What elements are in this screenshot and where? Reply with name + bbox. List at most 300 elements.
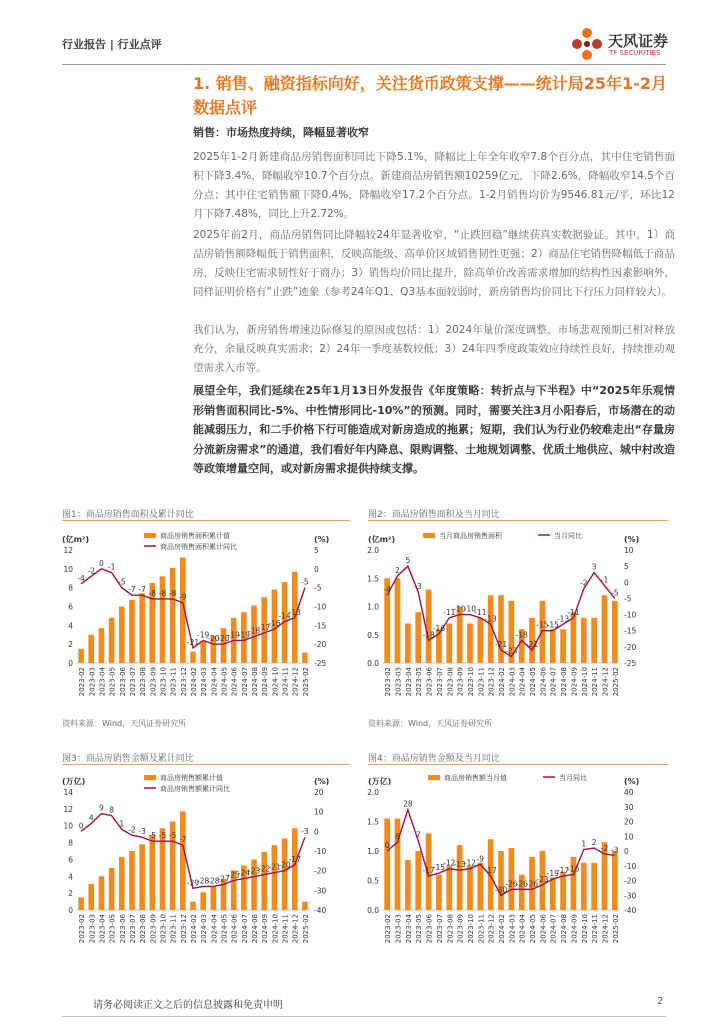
data-label: -2 [87,566,96,576]
bar [395,578,401,663]
x-tick-label: 2024-08 [560,667,569,697]
right-tick-label: 5 [314,546,319,555]
data-label: -13 [453,860,466,870]
x-tick-label: 2023-06 [118,914,127,944]
bar [467,623,473,663]
bar [612,601,618,663]
x-tick-label: 2024-07 [549,914,558,944]
x-tick-label: 2023-12 [179,667,188,697]
bar [170,568,176,663]
bar [282,838,288,910]
data-label: -3 [611,845,619,855]
right-axis-unit: (%) [314,777,330,786]
x-tick-label: 2024-12 [601,667,610,697]
data-label: -17 [288,854,301,864]
paragraph-4: 展望全年，我们延续在25年1月13日外发报告《年度策略：转折点与下半程》中“2025年乐观情形销售面积同比-5%、中性情形同比-10%”的预测。同时，需要关注3月小阳春后，市场潜在的动能减弱压力，和二手价格下行可能造成对新房造成的拖累；短期，我们认为行业仍较难走出“存量房分流新房需求”的通道，我们看好年内降息、限购调整、土地规划调整、优质土地供应、城中村改造等政策增量空间，或对新房需求提供持续支撑。 [193,384,675,475]
bar [591,618,597,663]
left-tick-label: 10 [63,564,73,574]
right-tick-label: -30 [624,891,637,901]
x-tick-label: 2024-05 [220,667,229,697]
x-tick-label: 2024-12 [291,667,300,697]
left-axis-unit: (亿m²) [368,535,396,544]
bar [560,872,566,910]
data-label: 4 [88,813,94,823]
footer-disclaimer: 请务必阅读正文之后的信息披露和免责申明 [93,1000,283,1011]
x-tick-label: 2023-04 [98,667,107,697]
data-label: 6 [395,832,400,842]
left-tick-label: 1.0 [367,602,379,612]
legend-bar-label: 商品房销售面积累计值 [160,532,230,540]
data-label: -19 [227,630,240,640]
x-tick-label: 2024-07 [240,667,249,697]
data-label: -14 [278,611,291,621]
data-label: -2 [600,843,609,853]
data-label: -10 [463,604,477,614]
x-tick-label: 2023-02 [78,914,87,944]
x-tick-label: 2024-04 [210,914,219,944]
left-tick-label: 1.0 [367,847,379,856]
data-label: -17 [258,622,271,632]
legend-bar-swatch [423,533,435,538]
x-tick-label: 2024-09 [261,667,270,697]
x-tick-label: 2024-04 [210,667,219,697]
bar [477,618,483,663]
bar [150,835,156,910]
section-title: 1. 销售、融资指标向好，关注货币政策支撑——统计局25年1-2月数据点评 [193,74,667,117]
data-label: -3 [301,827,309,837]
figure-4-rule [368,764,668,765]
right-tick-label: 0 [624,578,629,588]
data-label: -12 [443,858,456,868]
figure-4-title: 图4：商品房销售金额及当月同比 [368,754,500,764]
x-tick-label: 2024-06 [230,667,239,697]
left-tick-label: 2.0 [367,788,379,797]
x-tick-label: 2023-11 [169,914,178,944]
x-tick-label: 2025-02 [301,667,310,697]
bar [591,863,597,910]
bar [109,868,115,910]
bar [88,884,94,910]
x-tick-label: 2024-09 [570,667,579,697]
data-label: -21 [186,637,200,647]
data-label: -17 [484,866,497,876]
chart-3 [62,770,352,970]
bar [190,902,196,910]
legend-line-label: 商品房销售面积累计同比 [160,543,237,551]
x-tick-label: 2023-12 [487,667,496,697]
series-line [78,814,305,889]
data-label: 2 [591,838,597,848]
x-tick-label: 2024-08 [251,667,260,697]
bar [88,635,94,663]
x-tick-label: 2023-12 [179,914,188,944]
data-label: -4 [77,573,85,583]
data-label: -16 [567,864,580,874]
bar [498,851,504,910]
right-tick-label: 20 [314,788,324,797]
data-label: -8 [168,588,177,598]
x-tick-label: 2023-02 [384,667,393,697]
x-tick-label: 2023-03 [394,914,403,944]
right-tick-label: -10 [314,847,327,856]
bar [477,863,483,910]
data-label: -24 [237,868,250,878]
footer-divider [62,1016,666,1017]
x-tick-label: 2024-11 [281,914,290,944]
x-tick-label: 2024-03 [508,667,517,697]
left-tick-label: 4 [68,872,73,882]
data-label: -10 [453,604,466,614]
data-label: -17 [556,866,570,876]
data-label: -21 [494,640,508,650]
bar [180,811,186,910]
left-tick-label: 12 [63,804,73,814]
x-tick-label: 2024-03 [200,914,209,944]
x-tick-label: 2024-02 [190,914,198,944]
data-label: -18 [422,630,435,640]
x-tick-label: 2023-03 [394,667,403,697]
left-tick-label: 14 [63,788,73,797]
legend-line-label: 当月同比 [559,774,587,782]
x-tick-label: 2023-07 [435,667,444,697]
right-tick-label: -5 [314,583,322,593]
data-label: 3 [591,562,597,572]
left-tick-label: 0.0 [367,659,379,668]
x-tick-label: 2024-03 [200,667,209,697]
bar [384,819,390,910]
x-tick-label: 2023-03 [88,914,97,944]
data-label: 2 [395,565,400,575]
x-tick-label: 2024-06 [539,914,548,944]
data-label: -5 [301,577,309,587]
data-label: -30 [494,885,508,895]
data-label: -1 [600,575,609,585]
data-label: 8 [109,805,114,815]
x-tick-label: 2024-07 [240,914,249,944]
data-label: -5 [118,577,126,587]
x-tick-label: 2023-07 [128,914,137,944]
x-tick-label: 2024-10 [580,667,589,697]
bar [261,852,267,910]
left-tick-label: 10 [63,821,73,831]
data-label: -3 [414,581,422,591]
data-label: -11 [567,607,580,617]
x-tick-label: 2024-07 [549,667,558,697]
x-tick-label: 2023-10 [466,667,475,697]
bar [436,875,442,910]
x-tick-label: 2023-02 [78,667,87,697]
left-axis-unit: (万亿) [62,777,86,786]
data-label: -22 [258,864,271,874]
data-label: -21 [268,862,281,872]
data-label: -18 [515,630,528,640]
right-tick-label: 40 [624,788,634,797]
x-tick-label: 2023-05 [415,914,424,944]
figure-1-rule [62,520,350,521]
right-tick-label: -15 [314,621,327,631]
data-label: -9 [179,592,187,602]
figure-2-source: 资料来源：Wind，天风证券研究所 [368,719,493,728]
bar [109,618,115,663]
x-tick-label: 2024-06 [230,914,239,944]
right-tick-label: 30 [624,802,634,812]
data-label: -21 [525,640,539,650]
data-label: -5 [148,831,157,841]
x-tick-label: 2025-02 [301,914,310,944]
right-tick-label: 5 [624,562,629,572]
right-tick-label: -5 [624,594,632,604]
figure-2-title: 图2：商品房销售面积及当月同比 [368,510,500,520]
data-label: 0 [78,821,84,831]
bar [498,595,504,663]
legend-bar-label: 商品房销售额当月值 [444,774,507,782]
x-tick-label: 2024-10 [271,667,280,697]
bar [302,902,308,910]
x-tick-label: 2023-06 [425,914,434,944]
data-label: -16 [432,623,446,633]
chart-1 [62,528,352,713]
right-tick-label: 10 [624,546,634,555]
x-tick-label: 2024-05 [529,667,538,697]
data-label: 7 [415,830,421,840]
x-tick-label: 2023-05 [108,914,117,944]
x-tick-label: 2024-06 [539,667,548,697]
x-tick-label: 2024-10 [580,914,589,944]
data-label: -13 [288,607,301,617]
right-tick-label: 0 [314,827,319,837]
left-tick-label: 8 [68,583,73,593]
left-tick-label: 0.5 [367,876,379,886]
paragraph-3: 我们认为，新房销售增速边际修复的原因或包括：1）2024年量价深度调整，市场悲观预期已相对释放充分，余量反映真实需求；2）24年一季度基数较低；3）24年四季度政策效应持续性良好，持续推动观望需求入市等。 [193,324,675,374]
data-label: -23 [536,874,549,884]
data-label: -23 [247,866,261,876]
x-tick-label: 2023-10 [159,914,168,944]
brand-logo [568,26,678,66]
bar [99,628,105,663]
x-tick-label: 2023-08 [139,667,148,697]
logo-text: 天风证券 [608,32,669,50]
bar [119,607,125,664]
data-label: 0 [99,558,104,568]
right-tick-label: -25 [624,659,637,668]
right-tick-label: -25 [314,659,327,668]
x-tick-label: 2023-05 [415,667,424,697]
data-label: 28 [403,799,413,809]
x-tick-label: 2023-09 [456,667,465,697]
section-subhead: 销售：市场热度持续，降幅显著收窄 [193,126,369,139]
x-tick-label: 2023-09 [149,914,158,944]
left-tick-label: 0 [68,659,73,668]
right-tick-label: -40 [314,906,327,915]
data-label: -20 [278,860,291,870]
left-tick-label: 6 [68,602,73,612]
bar [190,652,196,663]
bar [581,618,587,663]
left-tick-label: 1.5 [367,817,379,827]
bar [200,892,206,910]
left-tick-label: 2.0 [367,546,379,555]
data-label: -8 [158,588,167,598]
x-tick-label: 2023-08 [139,914,148,944]
bar [612,851,618,910]
data-label: -11 [443,607,456,617]
data-label: -8 [148,588,157,598]
data-label: -13 [556,614,570,624]
legend-bar-label: 当月商品房销售面积 [439,532,502,540]
bar [211,886,217,910]
x-tick-label: 2023-11 [477,667,486,697]
bar [78,897,84,910]
data-label: -15 [536,620,549,630]
data-label: -5 [168,831,177,841]
data-label: -2 [580,578,588,588]
right-tick-label: -20 [624,876,637,886]
data-label: -17 [422,866,435,876]
left-tick-label: 4 [68,621,73,631]
data-label: -7 [128,585,136,595]
x-tick-label: 2025-02 [611,914,620,944]
legend-bar-label: 商品房销售额累计值 [160,774,223,782]
legend-line-label: 当月同比 [554,532,582,540]
paragraph-2: 2025年前2月，商品房销售同比降幅较24年显著收窄，“止跌回稳”继续获真实数据验证。其中，1）商品房销售额降幅低于销售面积，反映高能级、高单价区域销售韧性更强；2）商品住宅销售降幅低于商品房，反映住宅需求韧性好于商办；3）销售均价同比提升，除高单价改善需求增加的结构性因素影响外，同样证明价格有“止跌”迹象（参考24年Q1、Q3基本面较弱时，新房销售均价同比下行压力同样较大）。 [193,229,675,298]
data-label: -26 [505,879,518,889]
bar [550,629,556,663]
data-label: -15 [432,863,446,873]
data-label: -2 [128,825,136,835]
figure-2-rule [368,520,668,521]
right-tick-label: 20 [624,817,634,827]
report-type-label: 行业报告 | 行业点评 [62,38,162,51]
x-tick-label: 2024-09 [261,914,270,944]
left-tick-label: 2 [68,640,73,650]
x-tick-label: 2024-09 [570,914,579,944]
data-label: -3 [138,827,146,837]
data-label: 0 [384,841,390,850]
legend-line-label: 商品房销售额累计同比 [160,785,230,793]
x-tick-label: 2024-12 [601,914,610,944]
bar [78,649,84,663]
header-divider [62,64,666,65]
x-tick-label: 2023-10 [159,667,168,697]
right-axis-unit: (%) [314,535,330,544]
data-label: -19 [237,630,250,640]
data-label: -25 [227,870,240,880]
x-tick-label: 2024-11 [591,667,600,697]
bar [550,878,556,910]
x-tick-label: 2023-02 [384,914,393,944]
x-tick-label: 2023-11 [477,914,486,944]
right-tick-label: 10 [624,832,634,842]
left-tick-label: 12 [63,546,73,555]
data-label: 1 [581,839,587,849]
left-tick-label: 0.5 [367,630,379,640]
bar [99,876,105,910]
x-tick-label: 2023-04 [404,667,413,697]
right-tick-label: 0 [624,847,629,856]
right-tick-label: -20 [314,866,327,876]
bar [119,857,125,910]
bar [139,844,145,910]
x-tick-label: 2023-03 [88,667,97,697]
figure-3-rule [62,764,350,765]
right-tick-label: -10 [624,861,637,871]
left-tick-label: 0 [68,906,73,915]
x-tick-label: 2023-06 [425,667,434,697]
logo-subtext: TF SECURITIES [609,49,661,57]
right-axis-unit: (%) [624,777,640,786]
x-tick-label: 2024-04 [518,667,527,697]
data-label: -16 [268,619,281,629]
legend-bar-swatch [144,533,156,538]
data-label: -26 [525,879,539,889]
x-tick-label: 2024-03 [508,914,517,944]
legend-bar-swatch [428,775,440,780]
data-label: -18 [247,626,261,636]
x-tick-label: 2024-10 [271,914,280,944]
right-tick-label: 10 [314,807,324,817]
figure-3-title: 图3：商品房销售金额及累计同比 [62,754,194,764]
bar [446,866,452,910]
bar [272,845,278,910]
bar [581,863,587,910]
bar [415,612,421,663]
chart-2 [368,528,668,713]
right-tick-label: -10 [314,602,327,612]
x-tick-label: 2023-07 [435,914,444,944]
x-tick-label: 2023-09 [149,667,158,697]
data-label: -5 [158,831,167,841]
x-tick-label: 2025-02 [611,667,620,697]
left-tick-label: 1.5 [367,574,379,584]
bar [602,595,608,663]
right-tick-label: -30 [314,886,327,896]
data-label: -23 [505,646,518,656]
x-tick-label: 2023-04 [98,914,107,944]
x-tick-label: 2024-11 [591,914,600,944]
legend-bar-swatch [144,775,156,780]
left-tick-label: 2 [68,889,73,899]
data-label: -26 [515,879,528,889]
bar [560,629,566,663]
data-label: -15 [546,620,559,630]
left-axis-unit: (万亿) [368,777,392,786]
x-tick-label: 2024-02 [498,667,506,697]
left-tick-label: 8 [68,838,73,848]
right-tick-label: 0 [314,564,319,574]
bar [139,593,145,663]
data-label: -20 [207,634,220,644]
data-label: -1 [107,562,116,572]
bar [446,623,452,663]
x-tick-label: 2024-02 [498,914,506,944]
bar [129,600,135,663]
x-tick-label: 2024-11 [281,667,290,697]
bar [415,851,421,910]
x-tick-label: 2023-04 [404,914,413,944]
page-number: 2 [657,996,664,1007]
series-line [81,569,305,648]
right-tick-label: -20 [624,642,637,652]
x-tick-label: 2024-05 [529,914,538,944]
right-axis-unit: (%) [624,535,640,544]
bar [200,641,206,663]
data-label: -11 [474,607,487,617]
x-tick-label: 2024-08 [560,914,569,944]
x-tick-label: 2024-05 [220,914,229,944]
x-tick-label: 2023-08 [446,667,455,697]
x-tick-label: 2024-04 [518,914,527,944]
data-label: -13 [484,614,497,624]
